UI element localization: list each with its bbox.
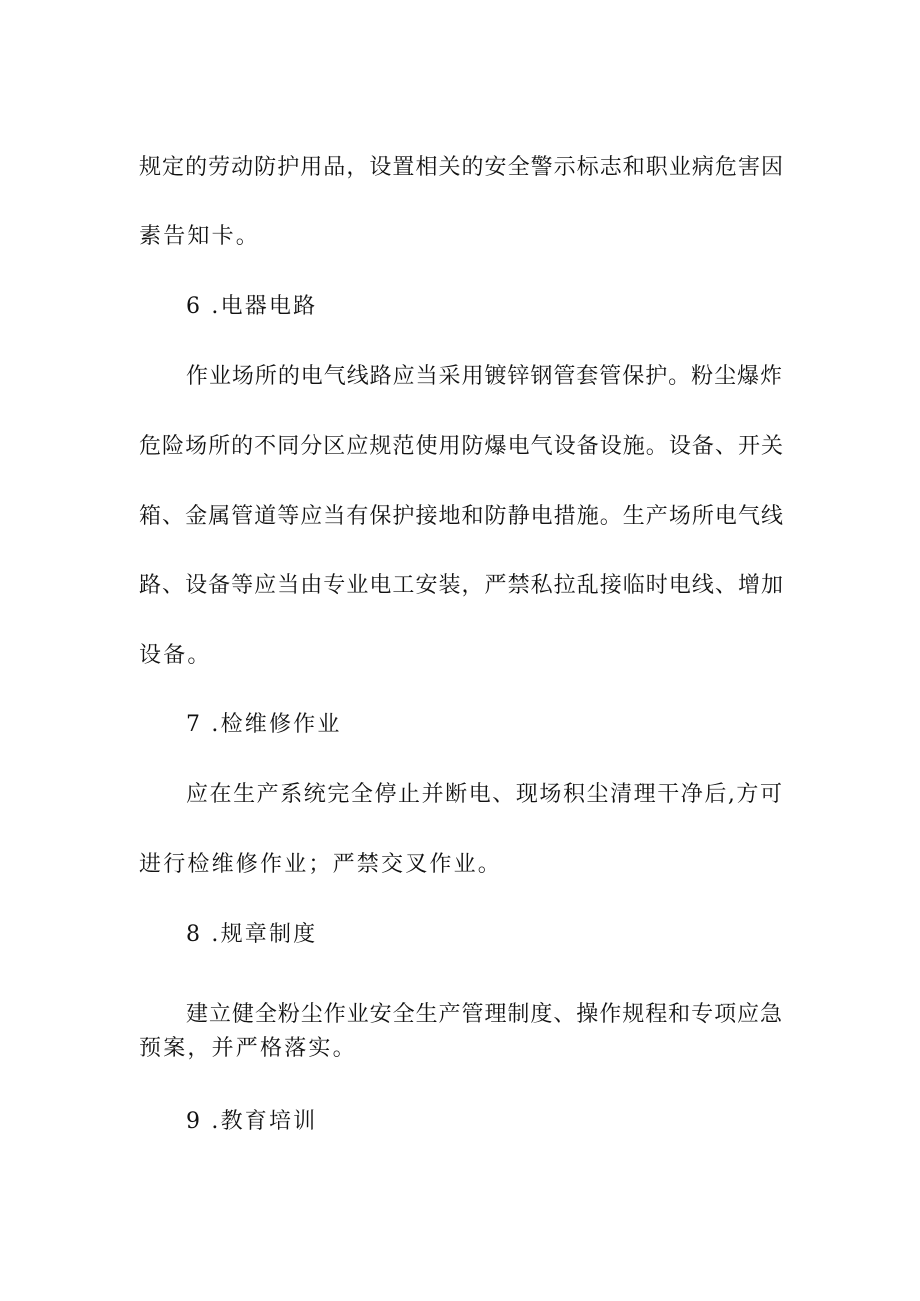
paragraph-line: 危险场所的不同分区应规范使用防爆电气设备设施。设备、开关 bbox=[139, 434, 783, 459]
section-6-heading: 6 .电器电路 bbox=[186, 294, 318, 319]
paragraph-line: 作业场所的电气线路应当采用镀锌钢管套管保护。粉尘爆炸 bbox=[186, 364, 782, 389]
paragraph-line: 进行检维修作业；严禁交叉作业。 bbox=[139, 852, 503, 877]
section-9-heading: 9 .教育培训 bbox=[186, 1109, 318, 1134]
paragraph-line: 设备。 bbox=[139, 643, 212, 668]
paragraph-line: 建立健全粉尘作业安全生产管理制度、操作规程和专项应急 bbox=[186, 1002, 782, 1027]
paragraph-line: 预案，并严格落实。 bbox=[139, 1036, 357, 1061]
paragraph-line: 应在生产系统完全停止并断电、现场积尘清理干净后,方可 bbox=[186, 782, 782, 807]
paragraph-line: 规定的劳动防护用品，设置相关的安全警示标志和职业病危害因 bbox=[139, 155, 783, 180]
section-7-heading: 7 .检维修作业 bbox=[186, 712, 342, 737]
paragraph-line: 路、设备等应当由专业电工安装，严禁私拉乱接临时电线、增加 bbox=[139, 573, 783, 598]
paragraph-line: 箱、金属管道等应当有保护接地和防静电措施。生产场所电气线 bbox=[139, 504, 783, 529]
paragraph-line: 素告知卡。 bbox=[139, 224, 261, 249]
section-8-heading: 8 .规章制度 bbox=[186, 922, 318, 947]
